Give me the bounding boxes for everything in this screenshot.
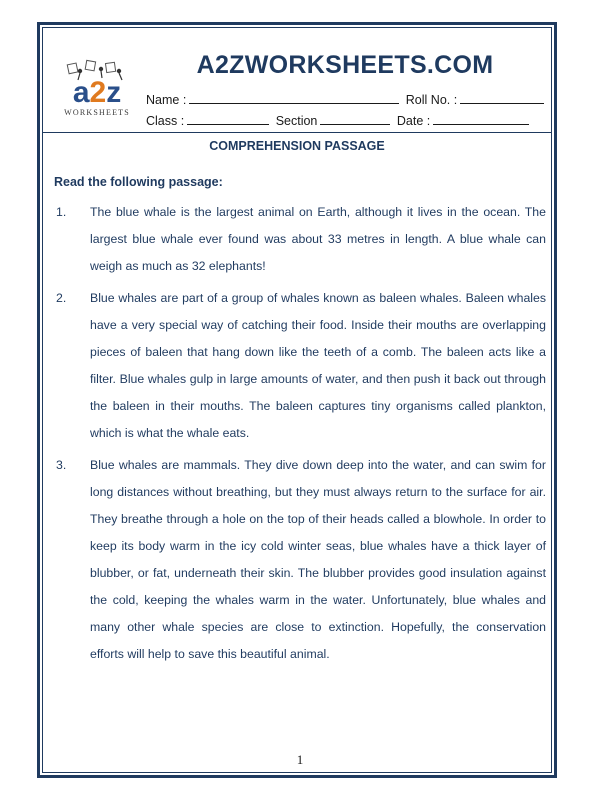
date-label: Date : [396,114,431,128]
roll-blank [460,91,544,104]
name-label: Name : [146,93,187,107]
paragraph-number: 3. [56,458,67,472]
paragraph-number: 1. [56,205,67,219]
roll-label: Roll No. : [405,93,458,107]
paragraph-1 [54,199,546,280]
paragraph-text: The blue whale is the largest animal on Earth, although it lives in the ocean. The largest blue whale ever found was about 33 metres in length. A blue whale can weigh as much as 32 elephants! [90,205,546,273]
header-divider [42,132,552,133]
paragraph-text: Blue whales are part of a group of whales known as baleen whales. Baleen whales have a very special way of catching their food. Inside their mouths are overlapping pieces of baleen that hang down like the teeth of a comb. The baleen acts like a filter. Blue whales gulp in large amounts of water, and then push it back out through the baleen in their mouths. The baleen captures tiny organisms called plankton, which is what the whale eats. [90,291,546,440]
instruction: Read the following passage: [54,175,223,189]
paragraph-2 [54,285,546,447]
svg-text:WORKSHEETS: WORKSHEETS [64,108,130,117]
section-title: COMPREHENSION PASSAGE [209,139,385,153]
svg-text:a2z: a2z [72,76,122,109]
a2z-logo [56,58,138,118]
page-number: 1 [296,752,304,767]
site-title: A2ZWORKSHEETS.COM [196,51,494,79]
class-label: Class : [146,114,185,128]
section-blank [320,112,390,125]
class-section-date-line [146,112,532,128]
paragraph-number: 2. [56,291,67,305]
date-blank [433,112,529,125]
name-roll-line [146,91,547,107]
class-blank [187,112,269,125]
paragraph-text: Blue whales are mammals. They dive down deep into the water, and can swim for long distances without breathing, but they must always return to the surface for air. They breathe through a hole on the top of their heads called a blowhole. In order to keep its body warm in the icy cold winter seas, blue whales have a thick layer of blubber, or fat, underneath their skin. The blubber provides good insulation against the cold, keeping the whales warm in the water. Unfortunately, blue whales and many other whale species are close to extinction. Hopefully, the conservation efforts will help to save this beautiful animal. [90,458,546,661]
paragraph-3 [54,452,546,668]
section-label: Section [275,114,318,128]
name-blank [189,91,399,104]
